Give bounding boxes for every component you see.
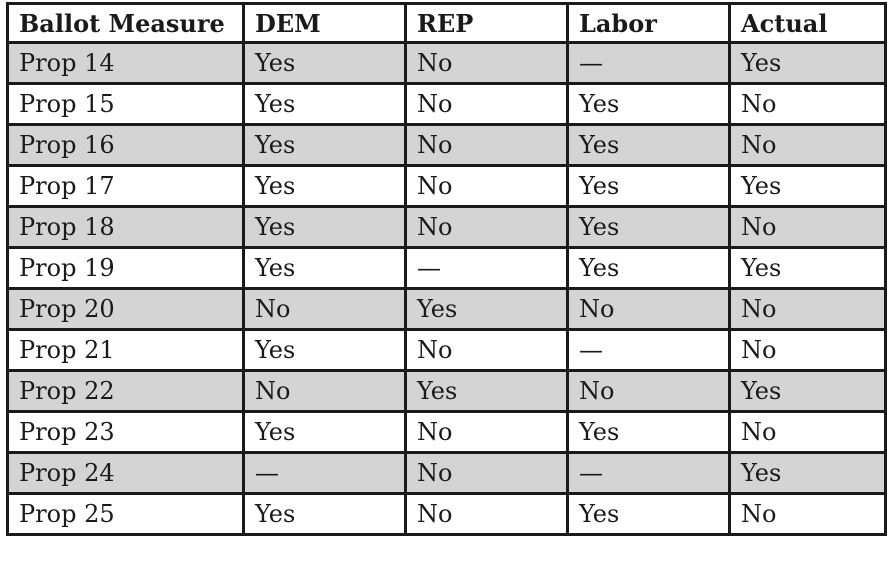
cell-dem: Yes: [244, 166, 406, 207]
cell-labor: No: [568, 371, 730, 412]
cell-measure: Prop 24: [8, 453, 244, 494]
cell-measure: Prop 14: [8, 43, 244, 84]
cell-dem: Yes: [244, 207, 406, 248]
cell-labor: Yes: [568, 412, 730, 453]
table-row: [8, 289, 886, 330]
cell-rep: No: [406, 207, 568, 248]
cell-dem: Yes: [244, 125, 406, 166]
header-row: [8, 4, 886, 43]
cell-rep: No: [406, 330, 568, 371]
cell-rep: No: [406, 84, 568, 125]
cell-labor: Yes: [568, 494, 730, 535]
header-ballot-measure: Ballot Measure: [8, 4, 244, 43]
table-row: [8, 207, 886, 248]
cell-measure: Prop 23: [8, 412, 244, 453]
cell-rep: Yes: [406, 289, 568, 330]
cell-dem: Yes: [244, 248, 406, 289]
cell-labor: —: [568, 453, 730, 494]
table-row: [8, 43, 886, 84]
table-row: [8, 412, 886, 453]
table-row: [8, 330, 886, 371]
cell-dem: Yes: [244, 412, 406, 453]
table-row: [8, 494, 886, 535]
cell-actual: Yes: [730, 248, 886, 289]
cell-measure: Prop 20: [8, 289, 244, 330]
cell-actual: Yes: [730, 453, 886, 494]
cell-dem: —: [244, 453, 406, 494]
cell-rep: Yes: [406, 371, 568, 412]
cell-measure: Prop 21: [8, 330, 244, 371]
cell-dem: Yes: [244, 494, 406, 535]
cell-labor: Yes: [568, 207, 730, 248]
cell-measure: Prop 17: [8, 166, 244, 207]
cell-labor: —: [568, 43, 730, 84]
cell-rep: No: [406, 494, 568, 535]
cell-rep: No: [406, 453, 568, 494]
cell-measure: Prop 18: [8, 207, 244, 248]
cell-actual: No: [730, 289, 886, 330]
header-dem: DEM: [244, 4, 406, 43]
table-row: [8, 453, 886, 494]
header-labor: Labor: [568, 4, 730, 43]
table-row: [8, 248, 886, 289]
table-row: [8, 125, 886, 166]
cell-rep: No: [406, 166, 568, 207]
cell-labor: Yes: [568, 84, 730, 125]
cell-actual: No: [730, 207, 886, 248]
cell-dem: Yes: [244, 43, 406, 84]
cell-dem: No: [244, 289, 406, 330]
cell-actual: No: [730, 125, 886, 166]
cell-rep: No: [406, 412, 568, 453]
cell-labor: Yes: [568, 125, 730, 166]
cell-actual: Yes: [730, 371, 886, 412]
cell-dem: Yes: [244, 330, 406, 371]
cell-measure: Prop 16: [8, 125, 244, 166]
cell-actual: No: [730, 330, 886, 371]
cell-rep: No: [406, 125, 568, 166]
header-actual: Actual: [730, 4, 886, 43]
header-rep: REP: [406, 4, 568, 43]
cell-labor: Yes: [568, 166, 730, 207]
cell-labor: —: [568, 330, 730, 371]
cell-measure: Prop 19: [8, 248, 244, 289]
ballot-table-container: [6, 2, 887, 536]
cell-measure: Prop 15: [8, 84, 244, 125]
cell-actual: No: [730, 84, 886, 125]
ballot-measure-table: [6, 2, 887, 536]
cell-labor: No: [568, 289, 730, 330]
cell-actual: Yes: [730, 166, 886, 207]
table-row: [8, 371, 886, 412]
cell-labor: Yes: [568, 248, 730, 289]
cell-actual: Yes: [730, 43, 886, 84]
table-row: [8, 166, 886, 207]
cell-actual: No: [730, 412, 886, 453]
cell-measure: Prop 25: [8, 494, 244, 535]
cell-dem: No: [244, 371, 406, 412]
cell-measure: Prop 22: [8, 371, 244, 412]
cell-rep: No: [406, 43, 568, 84]
cell-actual: No: [730, 494, 886, 535]
cell-rep: —: [406, 248, 568, 289]
cell-dem: Yes: [244, 84, 406, 125]
table-row: [8, 84, 886, 125]
